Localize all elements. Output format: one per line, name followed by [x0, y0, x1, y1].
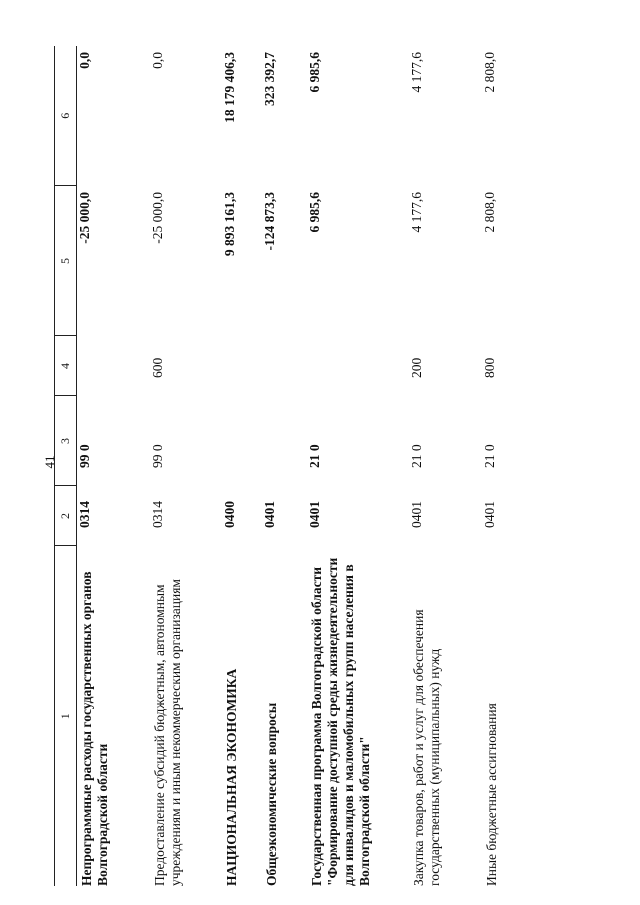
row-change: 9 893 161,3 [221, 192, 237, 257]
row-total: 0,0 [77, 52, 92, 69]
table-row [409, 46, 482, 886]
row-name: Государственная программа Волгоградской области "Формирование доступной среды жизнедеятельности для инвалидов и маломобильных групп населения в Волгоградской области" [308, 557, 372, 886]
row-code: 0401 [408, 501, 424, 528]
row-change: 2 808,0 [481, 192, 497, 233]
row-total: 2 808,0 [481, 52, 497, 93]
row-code: 0314 [77, 501, 92, 528]
row-target: 21 0 [306, 444, 322, 468]
row-name: Непрограммные расходы государственных органов Волгоградской области [79, 571, 110, 886]
row-type: 200 [408, 357, 424, 378]
table-row [482, 46, 522, 886]
column-header-6: 6 [55, 46, 77, 186]
row-name: Предоставление субсидий бюджетным, автономным учреждениям и иным некоммерческим организациям [151, 579, 183, 886]
row-target: 21 0 [408, 444, 424, 468]
table-row [307, 46, 409, 886]
row-change: 6 985,6 [306, 192, 322, 233]
table-row [222, 46, 262, 886]
row-code: 0401 [481, 501, 497, 528]
row-code: 0401 [261, 501, 277, 528]
row-name: Закупка товаров, работ и услуг для обеспечения государственных (муниципальных) нужд [410, 609, 442, 886]
row-change: -124 873,3 [261, 192, 277, 251]
row-code: 0400 [221, 501, 237, 528]
row-type [77, 336, 150, 396]
column-header-5: 5 [55, 186, 77, 336]
row-change: 4 177,6 [408, 192, 424, 233]
row-total: 0,0 [149, 52, 165, 69]
row-change: -25 000,0 [149, 192, 165, 244]
table-row [262, 46, 307, 886]
row-type [262, 336, 307, 396]
header-row [55, 46, 77, 886]
table-row [150, 46, 222, 886]
table-row [77, 46, 150, 886]
rotated-table-container [54, 46, 614, 886]
column-header-1: 1 [55, 546, 77, 886]
row-total: 18 179 406,3 [221, 52, 237, 123]
row-code: 0401 [306, 501, 322, 528]
page-number: 41 [42, 455, 57, 469]
row-target: 99 0 [149, 444, 165, 468]
row-change: -25 000,0 [77, 192, 92, 244]
row-target: 21 0 [481, 444, 497, 468]
row-type [307, 336, 409, 396]
row-target [262, 396, 307, 486]
row-total: 6 985,6 [306, 52, 322, 93]
row-type: 800 [481, 357, 497, 378]
budget-table [54, 46, 522, 886]
row-name: НАЦИОНАЛЬНАЯ ЭКОНОМИКА [223, 668, 239, 886]
row-total: 323 392,7 [261, 52, 277, 106]
row-target [222, 396, 262, 486]
row-name: Общеэкономические вопросы [263, 702, 279, 886]
row-target: 99 0 [77, 444, 92, 468]
column-header-3: 3 [55, 396, 77, 486]
column-header-2: 2 [55, 486, 77, 546]
row-type: 600 [149, 357, 165, 378]
row-code: 0314 [149, 501, 165, 528]
row-total: 4 177,6 [408, 52, 424, 93]
row-type [222, 336, 262, 396]
row-name: Иные бюджетные ассигнования [483, 703, 499, 886]
column-header-4: 4 [55, 336, 77, 396]
